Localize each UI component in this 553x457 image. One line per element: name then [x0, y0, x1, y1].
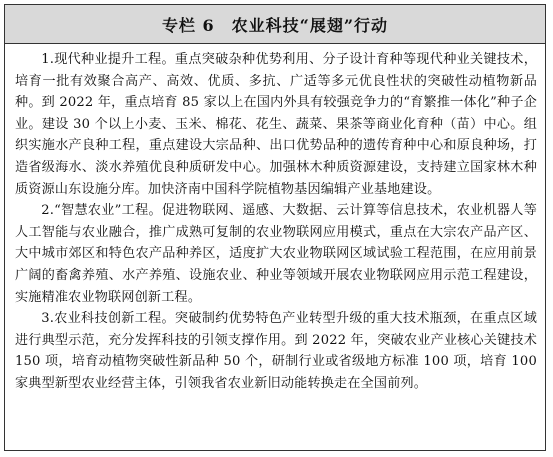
- paragraph-smart-agriculture: 2.“智慧农业”工程。促进物联网、遥感、大数据、云计算等信息技术，农业机器人等人工智能与农业融合，推广成熟可复制的农业物联网应用模式，重点在大宗农产品产区、大中城市郊区和特色农产品种养区，适度扩大农业物联网区域试验工程范围，在应用前景广阔的畜禽养殖、水产养殖、设施农业、种业等领域开展农业物联网应用示范工程建设，实施精准农业物联网创新工程。: [15, 203, 537, 305]
- paragraph-tech-innovation: 3.农业科技创新工程。突破制约优势特色产业转型升级的重大技术瓶颈，在重点区域进行典型示范，充分发挥科技的引领支撑作用。到 2022 年，突破农业产业核心关键技术 150 项，培育动植物突破性新品种 50 个，研制行业或省级地方标准 100 项，培育 100 家典型新型农业经营主体，引领我省农业新旧动能转换走在全国前列。: [15, 311, 537, 391]
- feature-box: [4, 4, 546, 451]
- paragraph-seed-industry: 1.现代种业提升工程。重点突破杂种优势利用、分子设计育种等现代种业关键技术，培育一批有效聚合高产、高效、优质、多抗、广适等多元优良性状的突破性动植物新品种。到 2022 年，重点培育 85 家以上在国内外具有较强竞争力的“育繁推一体化”种子企业。建设 30 个以上小麦、玉米、棉花、花生、蔬菜、果茶等商业化育种（苗）中心。组织实施水产良种工程，重点建设大宗品种、出口优势品种的遗传育种中心和原良种场，打造省级海水、淡水养殖优良种质研发中心。加强林木种质资源建设，支持建立国家林木种质资源山东设施分库。加快济南中国科学院植物基因编辑产业基地建设。: [15, 52, 537, 197]
- box-title: 专栏 6 农业科技“展翅”行动: [5, 5, 545, 44]
- box-content: [5, 44, 545, 395]
